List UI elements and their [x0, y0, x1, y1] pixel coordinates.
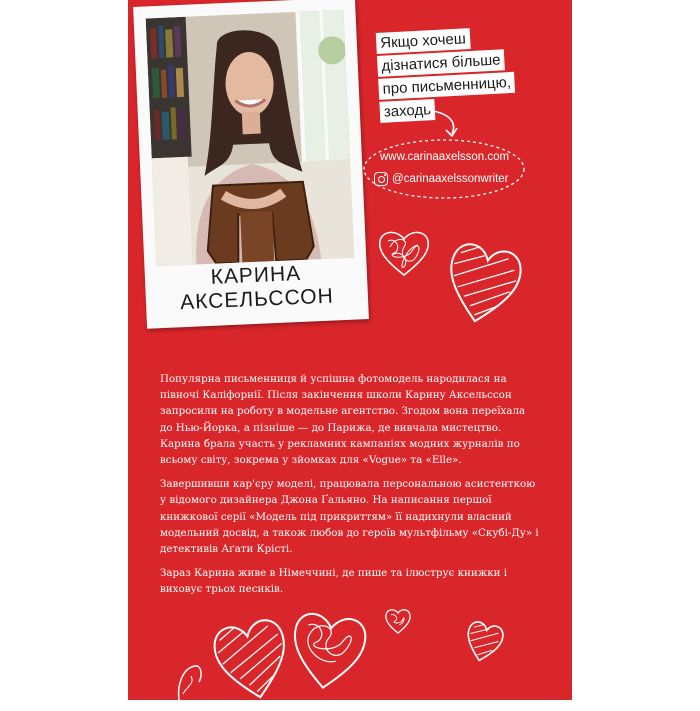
instagram-link[interactable]	[374, 172, 509, 186]
scribble-heart-icon	[383, 607, 413, 635]
bio-paragraph: Зараз Карина живе в Німеччині, де пише та ілюструє книжки і виховує трьох песиків.	[160, 567, 508, 596]
contacts-bubble	[368, 140, 520, 198]
author-first-name: КАРИНА	[210, 261, 302, 289]
scribble-heart-icon	[376, 227, 432, 279]
author-bio	[160, 371, 540, 606]
dashed-oval-icon	[360, 136, 528, 202]
note-line: дізнатися більше	[377, 49, 505, 77]
author-photo	[146, 10, 355, 266]
note-line: заходь	[379, 99, 435, 123]
instagram-handle: @carinaaxelssonwriter	[392, 173, 509, 185]
website-link[interactable]: www.carinaaxelsson.com	[380, 151, 510, 163]
scribble-heart-icon	[175, 654, 205, 700]
bio-paragraph: Популярна письменниця й успішна фотомодель народилася на півночі Каліфорнії. Після закінчення школи Карину Аксельссон запросили на роботу в модельне агентство. Згодом вона переїхала до Нью-Йорка, а пізніше — до Парижа, де вивчала мистецтво. Карина брала участь у рекламних кампаніях модних журналів по всьому світу, зокрема у зйомках для «Vogue» та «Elle».	[160, 373, 526, 467]
author-name-caption	[145, 259, 369, 317]
author-last-name: АКСЕЛЬССОН	[179, 284, 335, 315]
arrow-icon	[420, 106, 464, 140]
bio-paragraph: Завершивши кар'єру моделі, працювала персональною асистенткою у відомого дизайнера Джона Ґальяно. На написання першої книжкової серії «Модель під прикриттям» її надихнули власний модельний досвід, а також любов до героїв мультфільму «Скубі-Ду» і детективів Аґати Крісті.	[160, 478, 539, 556]
note-line: Якщо хочеш	[376, 28, 471, 54]
scribble-heart-icon	[281, 603, 374, 700]
note-line: про письменницю,	[378, 72, 515, 100]
instagram-icon	[374, 172, 388, 186]
author-polaroid	[133, 0, 369, 329]
